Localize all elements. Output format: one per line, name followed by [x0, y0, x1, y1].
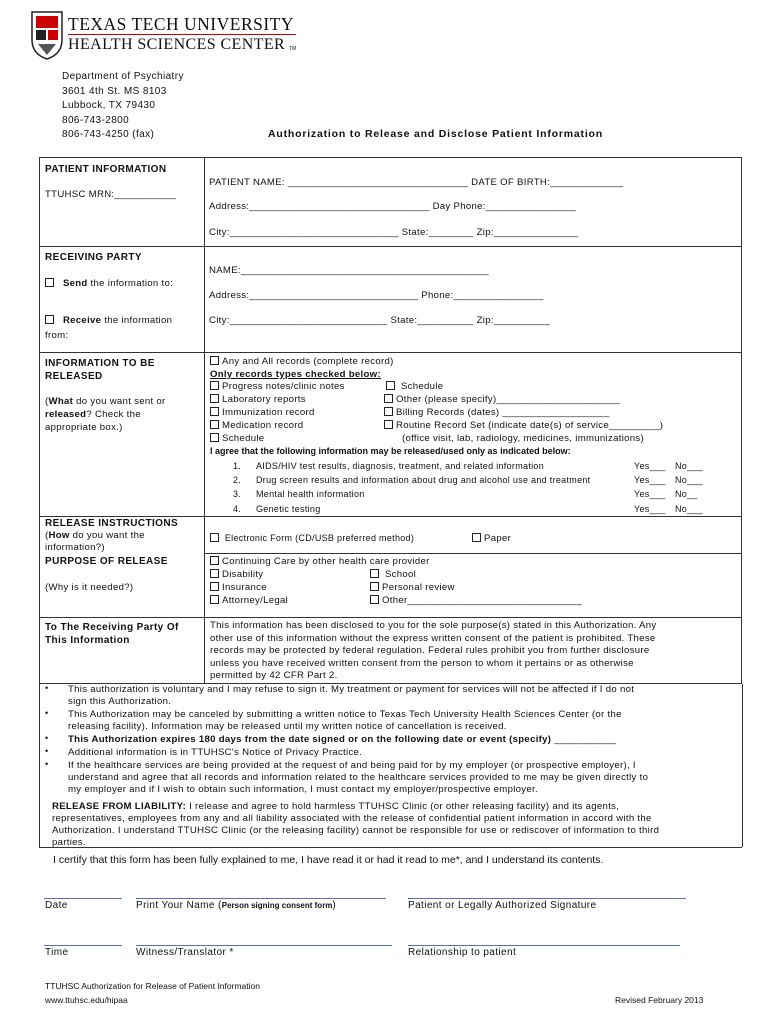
- lab-checkbox[interactable]: [210, 394, 219, 403]
- what-bold: What: [48, 396, 74, 407]
- row-divider-3: [39, 516, 742, 517]
- university-logo: [30, 10, 297, 62]
- liability-line2: representatives, employees from any and all liability associated with the release of confidential patient information in accord with the: [52, 813, 652, 824]
- shield-icon: [30, 10, 64, 60]
- personal-label: Personal review: [382, 582, 455, 593]
- receiving-city-field[interactable]: City:____________________________ State:__________ Zip:__________: [209, 315, 551, 326]
- info-heading-line1: INFORMATION TO BE: [45, 358, 155, 369]
- footer-url[interactable]: www.ttuhsc.edu/hipaa: [45, 995, 128, 1005]
- receive-from-label: from:: [45, 330, 69, 341]
- schedule-left-checkbox[interactable]: [210, 433, 219, 442]
- release-heading: RELEASE INSTRUCTIONS: [45, 518, 179, 529]
- bullet-5b: understand and agree that all records and information related to the healthcare services provided to me may be given directly to: [68, 772, 649, 783]
- attorney-checkbox[interactable]: [210, 595, 219, 604]
- schedule-left-option[interactable]: [210, 433, 264, 444]
- electronic-checkbox[interactable]: [210, 533, 219, 542]
- liability-text1: I release and agree to hold harmless TTUHSC Clinic (or other releasing facility) and its agents,: [186, 801, 620, 812]
- bullet-icon: •: [45, 759, 49, 769]
- date-label: Date: [45, 900, 68, 911]
- item-no-field[interactable]: No___: [675, 504, 704, 514]
- date-line[interactable]: [44, 898, 122, 899]
- relationship-label: Relationship to patient: [408, 947, 517, 958]
- patient-name-field[interactable]: PATIENT NAME: ________________________________ DATE OF BIRTH:_____________: [209, 177, 624, 188]
- how-text: do you want the: [69, 530, 145, 541]
- lab-option[interactable]: [210, 394, 306, 405]
- phone-number: 806-743-2800: [62, 114, 130, 126]
- relationship-line[interactable]: [408, 945, 680, 946]
- receiving-party-heading: RECEIVING PARTY: [45, 252, 142, 263]
- any-all-option[interactable]: [210, 356, 394, 367]
- print-name-text: Print Your Name (: [136, 900, 222, 911]
- routine-checkbox[interactable]: [384, 420, 393, 429]
- how-bold: How: [48, 530, 70, 541]
- other-purpose-checkbox[interactable]: [370, 595, 379, 604]
- other-purpose-label: Other_______________________________: [382, 595, 583, 606]
- notice-line: other use of this information without the express written consent of the patient is prohibited. These: [210, 632, 656, 644]
- mrn-field[interactable]: TTUHSC MRN:___________: [45, 189, 177, 200]
- print-name-close: ): [332, 900, 337, 911]
- bullet-1a: This authorization is voluntary and I may refuse to sign it. My treatment or payment for services will not be affected if I do not: [68, 684, 635, 695]
- receiving-notice-heading: [45, 621, 179, 647]
- expires-text: This Authorization expires 180 days from the date signed or on the following date or event (specify): [68, 734, 552, 745]
- notice-line: unless you have received written consent from the person to whom it pertains or as otherwise: [210, 657, 634, 669]
- electronic-option[interactable]: [210, 533, 414, 543]
- send-option[interactable]: [45, 278, 173, 289]
- patient-address-field[interactable]: Address:________________________________ Day Phone:________________: [209, 201, 576, 212]
- item-no-field[interactable]: No__: [675, 489, 698, 499]
- purpose-heading: PURPOSE OF RELEASE: [45, 556, 168, 567]
- question-text-3: appropriate box.): [45, 422, 123, 433]
- item-no-field[interactable]: No___: [675, 461, 704, 471]
- how-text-2: information?): [45, 542, 105, 553]
- row-divider-2: [39, 352, 742, 353]
- released-bold: released: [45, 409, 87, 420]
- liability-bold: RELEASE FROM LIABILITY:: [52, 801, 187, 812]
- receive-label: the information: [101, 315, 173, 326]
- row-divider-5: [39, 617, 742, 618]
- grid-col-divider: [204, 157, 205, 684]
- patient-signature-line[interactable]: [408, 898, 686, 899]
- logo-line2: HEALTH SCIENCES CENTER: [68, 36, 286, 53]
- item-yes-field[interactable]: Yes___: [634, 489, 666, 499]
- item-number: 3.: [233, 489, 242, 499]
- print-name-label: [136, 900, 336, 911]
- other-records-checkbox[interactable]: [384, 394, 393, 403]
- progress-checkbox[interactable]: [210, 381, 219, 390]
- schedule-left-label: Schedule: [222, 433, 265, 444]
- schedule-right-label: Schedule: [400, 381, 444, 392]
- other-records-label: Other (please specify)______________________: [396, 394, 621, 405]
- continuing-option[interactable]: [210, 556, 430, 567]
- send-checkbox[interactable]: [45, 278, 54, 287]
- item-number: 1.: [233, 461, 242, 471]
- item-text: Genetic testing: [256, 504, 321, 514]
- routine-option[interactable]: [384, 420, 663, 431]
- school-label: School: [384, 569, 417, 580]
- receive-option[interactable]: [45, 315, 172, 326]
- continuing-label: Continuing Care by other health care provider: [222, 556, 430, 567]
- bullet-4: Additional information is in TTUHSC's Notice of Privacy Practice.: [68, 747, 363, 758]
- info-heading-line2: RELEASED: [45, 371, 103, 382]
- only-types-label: Only records types checked below:: [210, 369, 381, 380]
- schedule-right-checkbox[interactable]: [386, 381, 395, 390]
- dept-name: Department of Psychiatry: [62, 71, 184, 82]
- info-heading: [45, 357, 155, 383]
- immunization-option[interactable]: [210, 407, 315, 418]
- agree-statement: I agree that the following information may be released/used only as indicated below:: [210, 446, 571, 456]
- send-label: the information to:: [87, 278, 174, 289]
- disability-checkbox[interactable]: [210, 569, 219, 578]
- notice-line: permitted by 42 CFR Part 2.: [210, 670, 338, 681]
- notice-line: This information has been disclosed to you for the sole purpose(s) stated in this Authorization. Any: [210, 620, 657, 631]
- expires-field[interactable]: ___________: [551, 734, 617, 745]
- item-text: Mental health information: [256, 489, 365, 499]
- witness-line[interactable]: [136, 945, 392, 946]
- billing-checkbox[interactable]: [384, 407, 393, 416]
- person-signing-text: Person signing consent form: [221, 901, 333, 910]
- liability-line1: [52, 801, 619, 812]
- dept-address: [62, 70, 184, 143]
- immunization-label: Immunization record: [222, 407, 315, 418]
- any-all-label: Any and All records (complete record): [222, 356, 394, 367]
- paper-checkbox[interactable]: [472, 533, 481, 542]
- bullet-icon: •: [45, 746, 49, 756]
- paper-option[interactable]: [472, 533, 511, 544]
- item-text: AIDS/HIV test results, diagnosis, treatment, and related information: [256, 461, 545, 471]
- medication-option[interactable]: [210, 420, 303, 431]
- release-question: (How do you want the information?): [45, 530, 145, 553]
- item-yes-field[interactable]: Yes___: [634, 461, 666, 471]
- school-option[interactable]: [370, 569, 416, 580]
- routine-note: (office visit, lab, radiology, medicines, immunizations): [402, 433, 644, 444]
- info-question: (What do you want sent or released? Check the appropriate box.): [45, 396, 166, 433]
- electronic-label: Electronic Form (CD/USB preferred method): [224, 533, 415, 543]
- fax-number: 806-743-4250 (fax): [62, 129, 155, 140]
- certify-statement: I certify that this form has been fully explained to me, I have read it or had it read to me*, and I understand its contents.: [53, 854, 604, 866]
- patient-city-field[interactable]: City:______________________________ State:________ Zip:_______________: [209, 227, 579, 238]
- bullet-2b: releasing facility). Information may be released until my written notice of cancellation is received.: [68, 721, 507, 732]
- medication-checkbox[interactable]: [210, 420, 219, 429]
- progress-option[interactable]: [210, 381, 345, 392]
- progress-label: Progress notes/clinic notes: [222, 381, 345, 392]
- lab-label: Laboratory reports: [222, 394, 306, 405]
- attorney-option[interactable]: [210, 595, 288, 606]
- personal-checkbox[interactable]: [370, 582, 379, 591]
- routine-label: Routine Record Set (indicate date(s) of service_________): [396, 420, 664, 431]
- immunization-checkbox[interactable]: [210, 407, 219, 416]
- bullet-1b: sign this Authorization.: [68, 696, 172, 707]
- notice-line: records may be protected by federal regulation. Federal rules prohibit you from further disclosure: [210, 645, 650, 656]
- lower-right-border: [742, 684, 743, 847]
- purpose-why: (Why is it needed?): [45, 582, 134, 593]
- school-checkbox[interactable]: [370, 569, 379, 578]
- lower-left-border: [39, 684, 40, 847]
- item-no-field[interactable]: No___: [675, 475, 704, 485]
- bullet-icon: •: [45, 683, 49, 693]
- lower-bottom-border: [39, 847, 742, 848]
- patient-signature-label: Patient or Legally Authorized Signature: [408, 900, 597, 911]
- billing-option[interactable]: [384, 407, 609, 418]
- bullet-2a: This Authorization may be canceled by submitting a written notice to Texas Tech University Health Sciences Center (or the: [68, 709, 622, 720]
- continuing-checkbox[interactable]: [210, 556, 219, 565]
- medication-label: Medication record: [222, 420, 304, 431]
- logo-divider: [68, 34, 296, 35]
- item-number: 2.: [233, 475, 242, 485]
- print-name-line[interactable]: [136, 898, 386, 899]
- notice-heading-line1: To The Receiving Party Of: [45, 622, 179, 633]
- receive-checkbox[interactable]: [45, 315, 54, 324]
- other-purpose-option[interactable]: [370, 595, 582, 606]
- send-label-bold: Send: [62, 278, 88, 289]
- form-title: Authorization to Release and Disclose Patient Information: [268, 128, 603, 140]
- row-divider-4: [204, 553, 742, 554]
- personal-option[interactable]: [370, 582, 455, 593]
- logo-trademark: TM: [289, 46, 297, 52]
- time-label: Time: [45, 947, 69, 958]
- paper-label: Paper: [484, 533, 512, 544]
- row-divider-1: [39, 246, 742, 247]
- time-line[interactable]: [44, 945, 122, 946]
- item-yes-field[interactable]: Yes___: [634, 504, 666, 514]
- bullet-5a: If the healthcare services are being provided at the request of and being paid for by my employer (or prospective employer), I: [68, 760, 636, 771]
- logo-line1: TEXAS TECH UNIVERSITY: [68, 14, 295, 34]
- address-street: 3601 4th St. MS 8103: [62, 85, 167, 97]
- bullet-5c: my employer and if I wish to obtain such information, I must contact my employer/prospective employer.: [68, 784, 538, 795]
- item-number: 4.: [233, 504, 242, 514]
- item-text: Drug screen results and information about drug and alcohol use and treatment: [256, 475, 591, 485]
- any-all-checkbox[interactable]: [210, 356, 219, 365]
- attorney-label: Attorney/Legal: [222, 595, 289, 606]
- insurance-option[interactable]: [210, 582, 267, 593]
- question-text-2: ? Check the: [86, 409, 141, 420]
- billing-label: Billing Records (dates) ___________________: [396, 407, 610, 418]
- item-yes-field[interactable]: Yes___: [634, 475, 666, 485]
- receiving-name-field[interactable]: NAME:____________________________________________: [209, 265, 489, 276]
- witness-label: Witness/Translator *: [136, 947, 234, 958]
- bullet-icon: •: [45, 733, 49, 743]
- question-text-1: do you want sent or: [73, 396, 166, 407]
- other-records-option[interactable]: [384, 394, 620, 405]
- insurance-label: Insurance: [222, 582, 267, 593]
- bullet-icon: •: [45, 708, 49, 718]
- footer-title: TTUHSC Authorization for Release of Patient Information: [45, 981, 260, 991]
- footer-revised: Revised February 2013: [615, 995, 704, 1005]
- bullet-3: [68, 734, 616, 745]
- liability-line4: parties.: [52, 837, 86, 848]
- patient-info-heading: PATIENT INFORMATION: [45, 164, 167, 175]
- insurance-checkbox[interactable]: [210, 582, 219, 591]
- schedule-right-option[interactable]: [386, 381, 443, 392]
- address-city: Lubbock, TX 79430: [62, 100, 156, 111]
- disability-option[interactable]: [210, 569, 263, 580]
- notice-heading-line2: This Information: [45, 635, 130, 646]
- disability-label: Disability: [222, 569, 264, 580]
- receive-label-bold: Receive: [62, 315, 102, 326]
- receiving-address-field[interactable]: Address:______________________________ Phone:________________: [209, 290, 544, 301]
- liability-line3: Authorization. I understand TTUHSC Clinic (or the releasing facility) cannot be responsible for use or rediscover of information to third: [52, 825, 660, 836]
